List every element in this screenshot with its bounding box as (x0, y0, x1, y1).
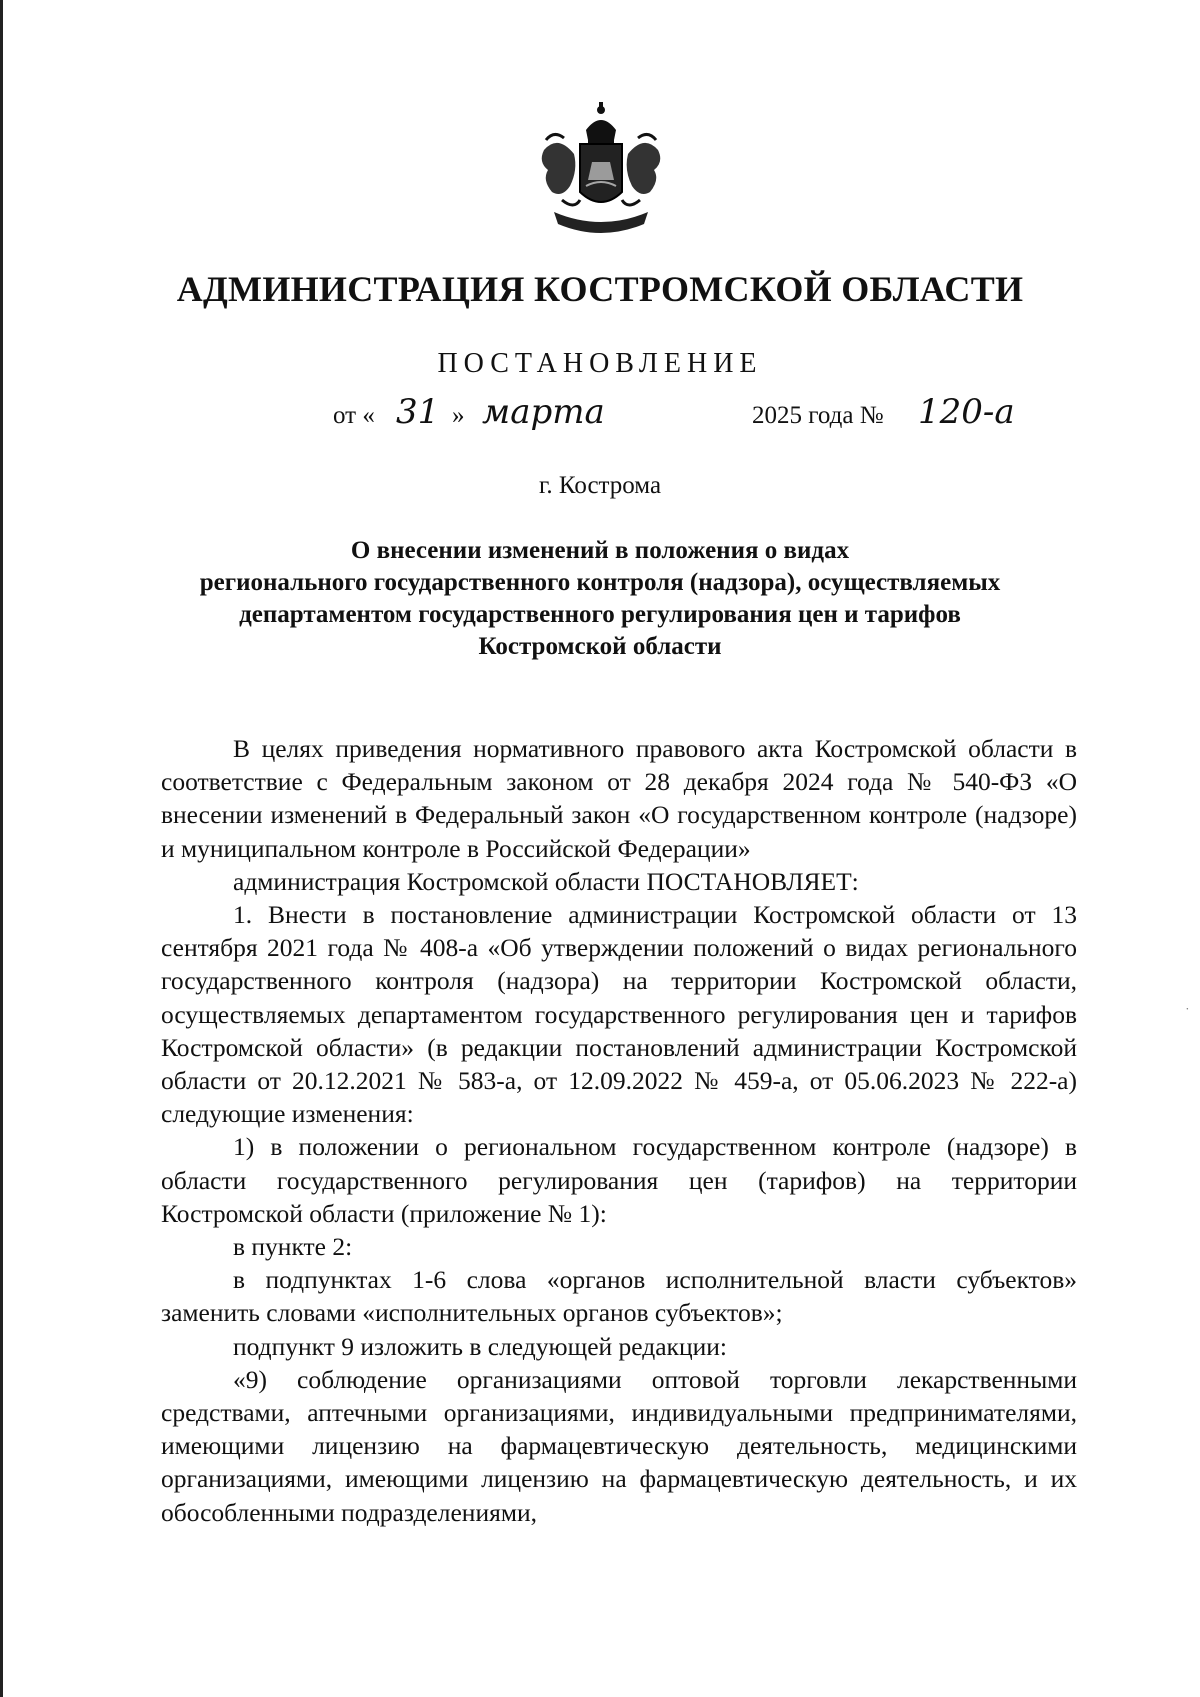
date-quote-close: » (452, 402, 465, 429)
body-paragraph-preamble: В целях приведения нормативного правового акта Костромской области в соответствие с Федеральным законом от 28 декабря 2024 года № 540-ФЗ «О внесении изменений в Федеральный закон «О государственном контроле (надзоре) и муниципальном контроле в Российской Федерации» (161, 734, 1077, 863)
date-month-handwritten: марта (482, 392, 605, 432)
body-paragraph-subpoint-9: подпункт 9 изложить в следующей редакции: (233, 1331, 727, 1361)
subject-line: регионального государственного контроля (надзора), осуществляемых (199, 569, 1001, 596)
body-paragraph-subitem-1: 1) в положении о региональном государственном контроле (надзоре) в области государственного регулирования цен (тарифов) на территории Костромской области (приложение № 1): (161, 1132, 1077, 1228)
city: г. Кострома (538, 472, 662, 499)
date-line (0, 392, 1200, 462)
body-paragraph-item-1: 1. Внести в постановление администрации Костромской области от 13 сентября 2021 года № 408-а «Об утверждении положений о видах регионального государственного контроля (надзора) на территории Костромской области, осуществляемых департаментом государственного регулирования цен и тарифов Костромской области» (в редакции постановлений администрации Костромской области от 20.12.2021 № 583-а, от 12.09.2022 № 459-а, от 05.06.2023 № 222-а) следующие изменения: (161, 900, 1077, 1129)
subject-line: О внесении изменений в положения о видах (350, 537, 850, 564)
document-type: ПОСТАНОВЛЕНИЕ (437, 348, 763, 379)
subject-line: Костромской области (478, 633, 722, 660)
document-number-handwritten: 120-а (918, 392, 1015, 432)
body-paragraph-new-text-9: «9) соблюдение организациями оптовой торговли лекарственными средствами, аптечными организациями, индивидуальными предпринимателями, имеющими лицензию на фармацевтическую деятельность, медицинскими организациями, имеющими лицензию на фармацевтическую деятельность, и их обособленными подразделениями, (161, 1364, 1077, 1527)
body-paragraph-resolves: администрация Костромской области ПОСТАНОВЛЯЕТ: (233, 866, 859, 896)
organization-title: АДМИНИСТРАЦИЯ КОСТРОМСКОЙ ОБЛАСТИ (176, 269, 1024, 309)
date-day-handwritten: 31 (396, 392, 440, 432)
scan-speck: ˙ (1185, 1006, 1190, 1021)
date-year-number-label: 2025 года № (752, 402, 884, 429)
date-prefix: от « (333, 402, 375, 429)
body-paragraph-point-2: в пункте 2: (233, 1232, 353, 1262)
scan-edge (0, 0, 3, 1697)
document-subject (140, 535, 1060, 663)
body-paragraph-subpoints-1-6: в подпунктах 1-6 слова «органов исполнительной власти субъектов» заменить словами «исполнительных органов субъектов»; (161, 1265, 1077, 1328)
coat-of-arms-icon (534, 100, 668, 248)
subject-line: департаментом государственного регулирования цен и тарифов (239, 601, 961, 628)
document-body (161, 732, 1077, 1529)
